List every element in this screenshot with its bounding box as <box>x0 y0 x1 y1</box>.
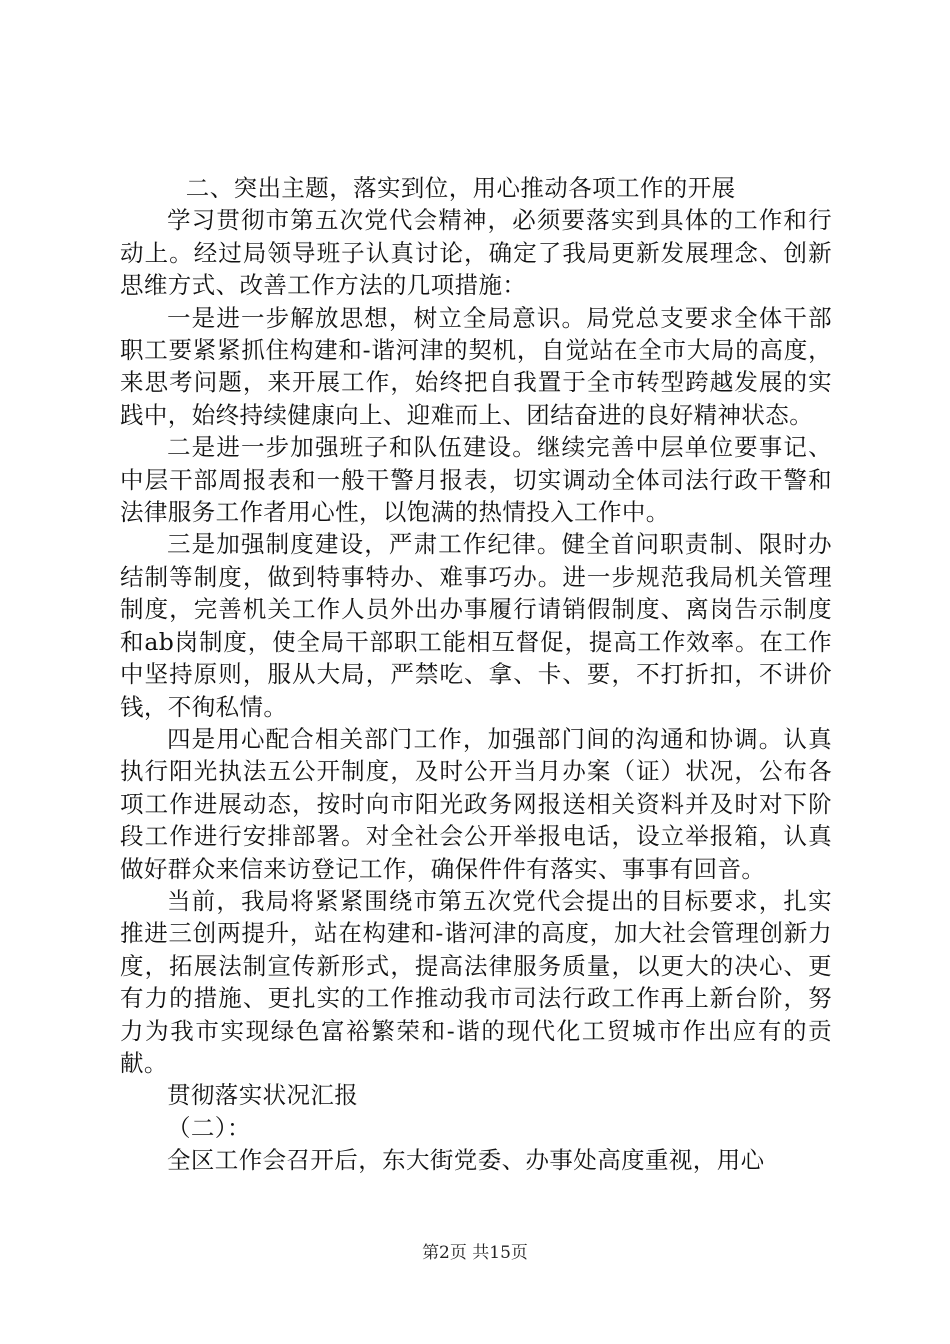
paragraph-measure-3: 三是加强制度建设，严肃工作纪律。健全首问职责制、限时办结制等制度，做到特事特办、难事巧办。进一步规范我局机关管理制度，完善机关工作人员外出办事履行请销假制度、离岗告示制度和ab岗制度，使全局干部职工能相互督促，提高工作效率。在工作中坚持原则，服从大局，严禁吃、拿、卡、要，不打折扣，不讲价钱，不徇私情。 <box>120 530 832 721</box>
paragraph-conclusion: 当前，我局将紧紧围绕市第五次党代会提出的目标要求，扎实推进三创两提升，站在构建和-谐河津的高度，加大社会管理创新力度，拓展法制宣传新形式，提高法律服务质量，以更大的决心、更有力的措施、更扎实的工作推动我市司法行政工作再上新台阶，努力为我市实现绿色富裕繁荣和-谐的现代化工贸城市作出应有的贡献。 <box>120 886 832 1077</box>
paragraph-intro: 学习贯彻市第五次党代会精神，必须要落实到具体的工作和行动上。经过局领导班子认真讨论，确定了我局更新发展理念、创新思维方式、改善工作方法的几项措施： <box>120 206 832 300</box>
paragraph-measure-1: 一是进一步解放思想，树立全局意识。局党总支要求全体干部职工要紧紧抓住构建和-谐河津的契机，自觉站在全市大局的高度，来思考问题，来开展工作，始终把自我置于全市转型跨越发展的实践中，始终持续健康向上、迎难而上、团结奋进的良好精神状态。 <box>120 303 832 429</box>
section-heading: 二、突出主题，落实到位，用心推动各项工作的开展 <box>185 174 736 202</box>
report-subtitle: （二）： <box>167 1113 251 1142</box>
document-body <box>120 172 832 1177</box>
paragraph-measure-2: 二是进一步加强班子和队伍建设。继续完善中层单位要事记、中层干部周报表和一般干警月报表，切实调动全体司法行政干警和法律服务工作者用心性，以饱满的热情投入工作中。 <box>120 433 832 527</box>
page-number-footer: 第2页 共15页 <box>422 1243 528 1263</box>
paragraph-measure-4: 四是用心配合相关部门工作，加强部门间的沟通和协调。认真执行阳光执法五公开制度，及时公开当月办案（证）状况，公布各项工作进展动态，按时向市阳光政务网报送相关资料并及时对下阶段工作进行安排部署。对全社会公开举报电话，设立举报箱，认真做好群众来信来访登记工作，确保件件有落实、事事有回音。 <box>120 724 832 883</box>
paragraph-next-section: 全区工作会召开后，东大街党委、办事处高度重视，用心 <box>167 1146 765 1175</box>
report-title: 贯彻落实状况汇报 <box>167 1081 359 1110</box>
